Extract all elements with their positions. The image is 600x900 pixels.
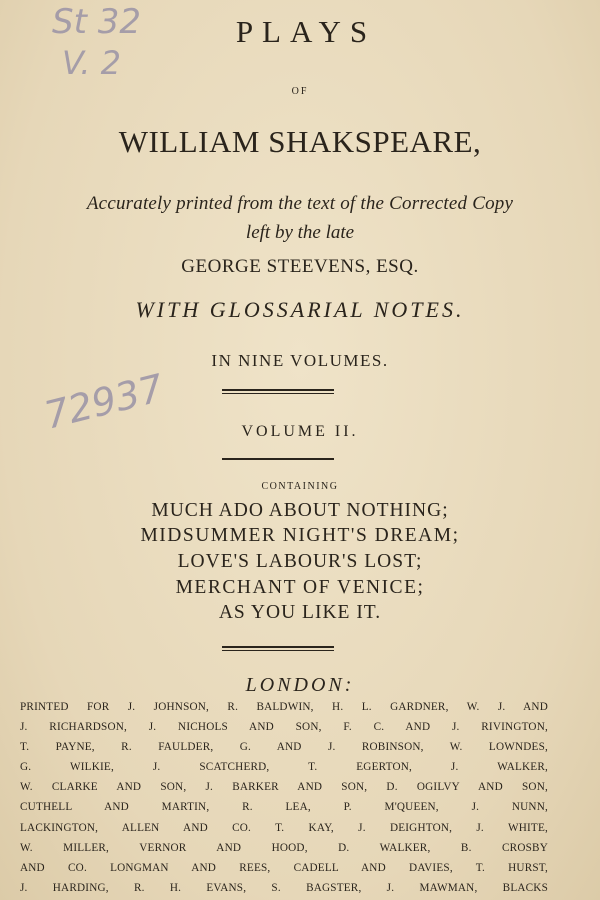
imprint-block: [20, 697, 548, 898]
divider-rule-1: [222, 389, 334, 394]
glossarial-notes: WITH GLOSSARIAL NOTES.: [135, 297, 465, 322]
subtitle-line2: left by the late: [245, 222, 355, 243]
imprint-line: PRINTED FOR J. JOHNSON, R. BALDWIN, H. L. GARDNER, W. J. AND: [20, 701, 548, 713]
editor-name: GEORGE STEEVENS, ESQ.: [181, 256, 419, 277]
contents-item: AS YOU LIKE IT.: [218, 602, 382, 623]
imprint-line: LACKINGTON, ALLEN AND CO. T. KAY, J. DEIGHTON, J. WHITE,: [20, 821, 548, 834]
contents-item: MIDSUMMER NIGHT'S DREAM;: [140, 525, 460, 546]
imprint-line: CUTHELL AND MARTIN, R. LEA, P. M'QUEEN, J. NUNN,: [20, 801, 548, 814]
of-word: OF: [291, 86, 309, 97]
imprint-line: W. MILLER, VERNOR AND HOOD, D. WALKER, B. CROSBY: [20, 841, 548, 854]
subtitle-line1: Accurately printed from the text of the Corrected Copy: [86, 193, 514, 214]
imprint-line: W. CLARKE AND SON, J. BARKER AND SON, D. OGILVY AND SON,: [20, 781, 548, 794]
imprint-line: J. HARDING, R. H. EVANS, S. BAGSTER, J. MAWMAN, BLACKS: [20, 881, 548, 894]
place-of-publication: LONDON:: [245, 674, 355, 696]
divider-rule-2: [222, 458, 334, 461]
imprint-line: G. WILKIE, J. SCATCHERD, T. EGERTON, J. WALKER,: [20, 761, 548, 774]
shelfmark-line2: V. 2: [62, 44, 121, 82]
title: PLAYS: [235, 14, 377, 49]
contents-item: MERCHANT OF VENICE;: [175, 577, 425, 598]
volume-number: VOLUME II.: [241, 423, 359, 440]
containing-label: CONTAINING: [261, 481, 339, 492]
contents-item: MUCH ADO ABOUT NOTHING;: [151, 500, 449, 521]
imprint-line: J. RICHARDSON, J. NICHOLS AND SON, F. C. AND J. RIVINGTON,: [20, 721, 548, 734]
contents-item: LOVE'S LABOUR'S LOST;: [177, 551, 423, 572]
imprint-line: T. PAYNE, R. FAULDER, G. AND J. ROBINSON, W. LOWNDES,: [20, 741, 548, 754]
shelfmark-line1: St 32: [52, 2, 141, 42]
volume-count: IN NINE VOLUMES.: [211, 351, 389, 370]
author-name: WILLIAM SHAKSPEARE,: [118, 124, 482, 159]
accession-number: 72937: [40, 365, 168, 438]
imprint-line: AND CO. LONGMAN AND REES, CADELL AND DAVIES, T. HURST,: [20, 861, 548, 874]
divider-rule-3: [222, 646, 334, 651]
